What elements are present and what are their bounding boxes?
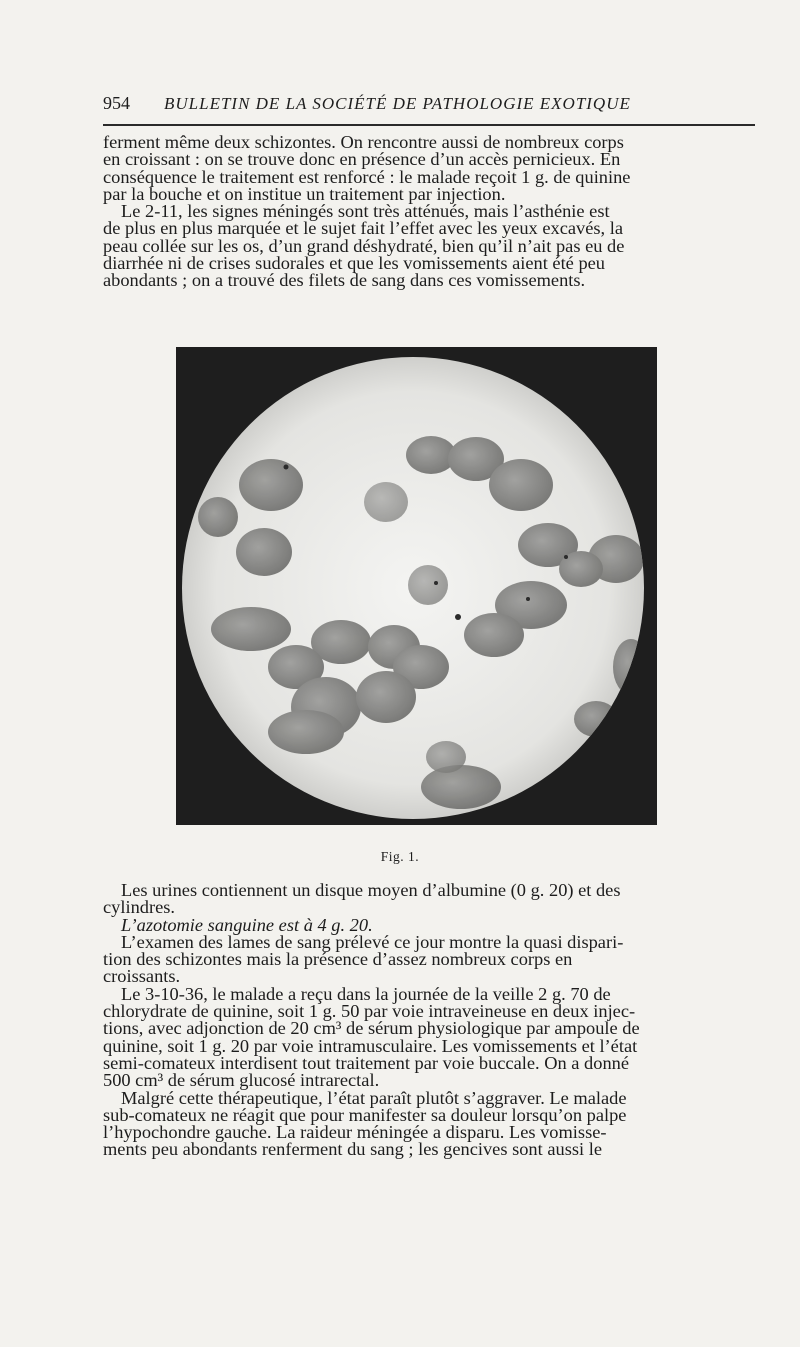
blood-cell — [421, 765, 501, 809]
text-line: en croissant : on se trouve donc en présence d’un accès pernicieux. En — [103, 149, 621, 170]
text-line: par la bouche et on institue un traitement par injection. — [103, 183, 506, 204]
parasite-dot — [284, 465, 289, 470]
figure-caption: Fig. 1. — [380, 849, 420, 864]
blood-cell — [613, 639, 649, 695]
blood-cell — [356, 671, 416, 723]
text-line: tion des schizontes mais la présence d’assez nombreux corps en — [103, 949, 573, 970]
text-line: peau collée sur les os, d’un grand déshydraté, bien qu’il n’ait pas eu de — [103, 235, 625, 256]
blood-cell — [426, 741, 466, 773]
text-block-top — [103, 134, 755, 290]
text-line: quinine, soit 1 g. 20 par voie intramusculaire. Les vomissements et l’état — [103, 1035, 638, 1056]
blood-cell — [236, 528, 292, 576]
text-line: L’azotomie sanguine est à 4 g. 20. — [121, 914, 373, 935]
page-number: 954 — [103, 93, 130, 113]
text-line: cylindres. — [103, 897, 176, 918]
text-line: 500 cm³ de sérum glucosé intrarectal. — [103, 1070, 380, 1091]
text-line: chlorydrate de quinine, soit 1 g. 50 par voie intraveineuse en deux injec- — [103, 1001, 636, 1022]
text-line: Malgré cette thérapeutique, l’état paraît plutôt s’aggraver. Le malade — [121, 1087, 627, 1108]
text-line: semi-comateux interdisent tout traitement par voie buccale. On a donné — [103, 1052, 629, 1073]
blood-cell — [574, 701, 618, 737]
text-line: Les urines contiennent un disque moyen d’albumine (0 g. 20) et des — [121, 880, 621, 900]
text-block-bottom — [103, 882, 755, 1159]
header-rule — [103, 124, 755, 126]
text-line: diarrhée ni de crises sudorales et que les vomissements aient été peu — [103, 253, 605, 274]
text-line: de plus en plus marquée et le sujet fait l’effet avec les yeux excavés, la — [103, 218, 624, 239]
text-line: tions, avec adjonction de 20 cm³ de sérum physiologique par ampoule de — [103, 1018, 640, 1039]
blood-cell — [268, 710, 344, 754]
blood-cell — [408, 565, 448, 605]
text-line: abondants ; on a trouvé des filets de sang dans ces vomissements. — [103, 270, 586, 291]
text-line: ments peu abondants renferment du sang ; les gencives sont aussi le — [103, 1139, 602, 1160]
parasite-dot — [564, 555, 568, 559]
micrograph-figure — [176, 347, 657, 825]
blood-cell — [211, 607, 291, 651]
blood-cell — [239, 459, 303, 511]
text-line: Le 3-10-36, le malade a reçu dans la journée de la veille 2 g. 70 de — [121, 983, 611, 1004]
blood-cell — [464, 613, 524, 657]
parasite-dot — [526, 597, 530, 601]
text-line: Le 2-11, les signes méningés sont très atténués, mais l’asthénie est — [121, 201, 610, 222]
journal-title: BULLETIN DE LA SOCIÉTÉ DE PATHOLOGIE EXOTIQUE — [164, 94, 631, 113]
parasite-dot — [455, 614, 461, 620]
text-line: L’examen des lames de sang prélevé ce jour montre la quasi dispari- — [121, 931, 624, 952]
text-line: l’hypochondre gauche. La raideur méningée a disparu. Les vomisse- — [103, 1122, 607, 1143]
blood-cell — [489, 459, 553, 511]
blood-cell — [364, 482, 408, 522]
text-line: croissants. — [103, 966, 181, 987]
micrograph-image — [176, 347, 657, 825]
parasite-dot — [434, 581, 438, 585]
text-line: sub-comateux ne réagit que pour manifester sa douleur lorsqu’on palpe — [103, 1104, 627, 1125]
text-line: ferment même deux schizontes. On rencontre aussi de nombreux corps — [103, 132, 624, 152]
blood-cell — [198, 497, 238, 537]
running-header — [103, 84, 755, 114]
text-line: conséquence le traitement est renforcé : le malade reçoit 1 g. de quinine — [103, 166, 631, 187]
